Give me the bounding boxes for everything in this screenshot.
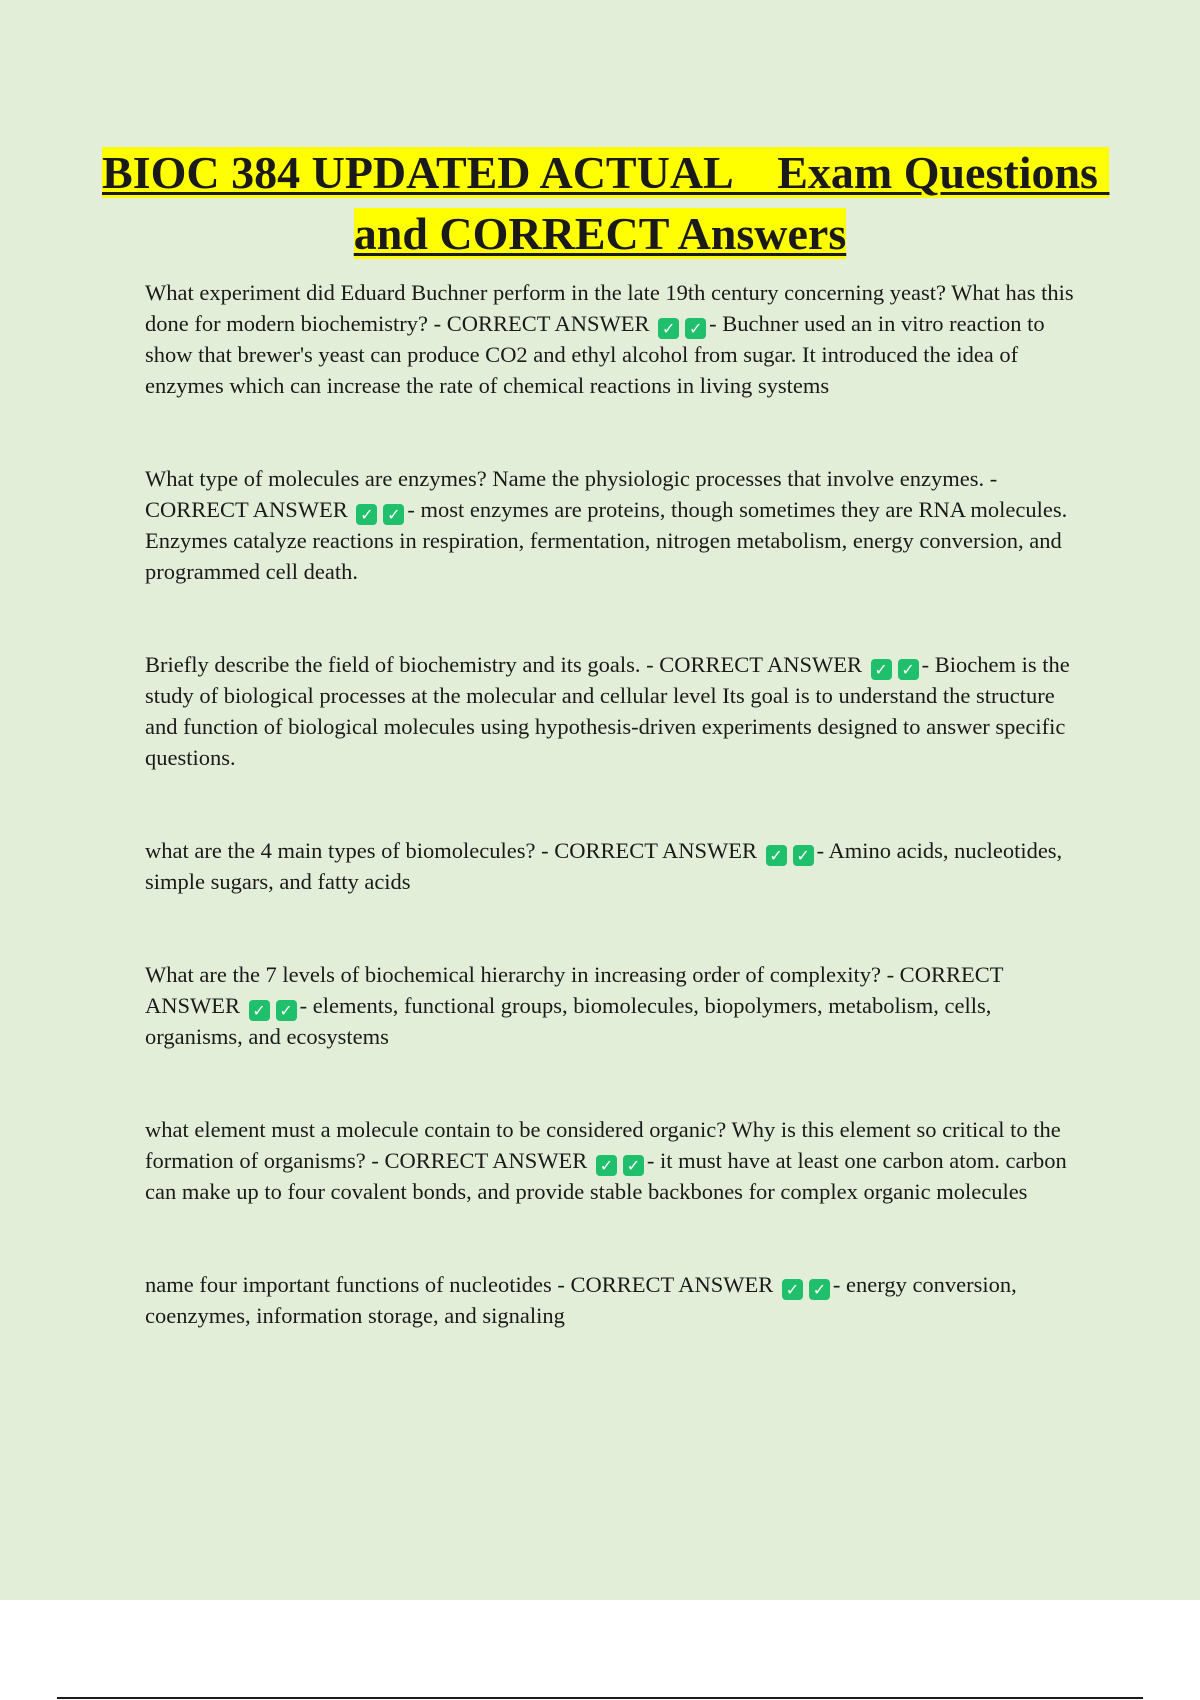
qa-list xyxy=(145,277,1087,1393)
check-icon: ✓ xyxy=(809,1279,830,1300)
check-icon: ✓ xyxy=(276,1000,297,1021)
check-icon: ✓ xyxy=(782,1279,803,1300)
check-icon: ✓ xyxy=(685,318,706,339)
question-text: What type of molecules are enzymes? Name the physiologic processes that involve enzymes. - CORRECT ANSWER xyxy=(145,466,998,522)
check-icon: ✓ xyxy=(898,659,919,680)
qa-item xyxy=(145,1269,1087,1331)
document-title xyxy=(100,142,1110,264)
title-highlight: BIOC 384 UPDATED ACTUAL Exam Questions and CORRECT Answers xyxy=(102,147,1110,259)
check-icon: ✓ xyxy=(356,504,377,525)
page-bottom-rule xyxy=(57,1697,1143,1699)
question-text: name four important functions of nucleotides - CORRECT ANSWER xyxy=(145,1272,774,1297)
qa-item xyxy=(145,1114,1087,1207)
question-text: Briefly describe the field of biochemistry and its goals. - CORRECT ANSWER xyxy=(145,652,862,677)
answer-text: - Amino acids, nucleotides, simple sugars, and fatty acids xyxy=(145,838,1063,894)
answer-text: - energy conversion, coenzymes, information storage, and signaling xyxy=(145,1272,1017,1328)
check-icon: ✓ xyxy=(383,504,404,525)
qa-item xyxy=(145,649,1087,773)
check-icon: ✓ xyxy=(596,1155,617,1176)
answer-text: - elements, functional groups, biomolecules, biopolymers, metabolism, cells, organisms, and ecosystems xyxy=(145,993,992,1049)
check-icon: ✓ xyxy=(623,1155,644,1176)
qa-item xyxy=(145,277,1087,401)
answer-text: - most enzymes are proteins, though sometimes they are RNA molecules. Enzymes catalyze reactions in respiration, fermentation, nitrogen metabolism, energy conversion, and programmed cell death. xyxy=(145,497,1068,584)
qa-item xyxy=(145,835,1087,897)
qa-item xyxy=(145,463,1087,587)
answer-text: - Biochem is the study of biological processes at the molecular and cellular level Its goal is to understand the structure and function of biological molecules using hypothesis-driven experiments designed to answer specific questions. xyxy=(145,652,1070,770)
check-icon: ✓ xyxy=(793,845,814,866)
answer-text: - Buchner used an in vitro reaction to show that brewer's yeast can produce CO2 and ethyl alcohol from sugar. It introduced the idea of enzymes which can increase the rate of chemical reactions in living systems xyxy=(145,311,1045,398)
question-text: what are the 4 main types of biomolecules? - CORRECT ANSWER xyxy=(145,838,757,863)
check-icon: ✓ xyxy=(766,845,787,866)
question-text: what element must a molecule contain to be considered organic? Why is this element so critical to the formation of organisms? - CORRECT ANSWER xyxy=(145,1117,1061,1173)
check-icon: ✓ xyxy=(249,1000,270,1021)
answer-text: - it must have at least one carbon atom. carbon can make up to four covalent bonds, and provide stable backbones for complex organic molecules xyxy=(145,1148,1067,1204)
check-icon: ✓ xyxy=(871,659,892,680)
question-text: What experiment did Eduard Buchner perform in the late 19th century concerning yeast? What has this done for modern biochemistry? - CORRECT ANSWER xyxy=(145,280,1074,336)
qa-item xyxy=(145,959,1087,1052)
check-icon: ✓ xyxy=(658,318,679,339)
question-text: What are the 7 levels of biochemical hierarchy in increasing order of complexity? - CORRECT ANSWER xyxy=(145,962,1004,1018)
